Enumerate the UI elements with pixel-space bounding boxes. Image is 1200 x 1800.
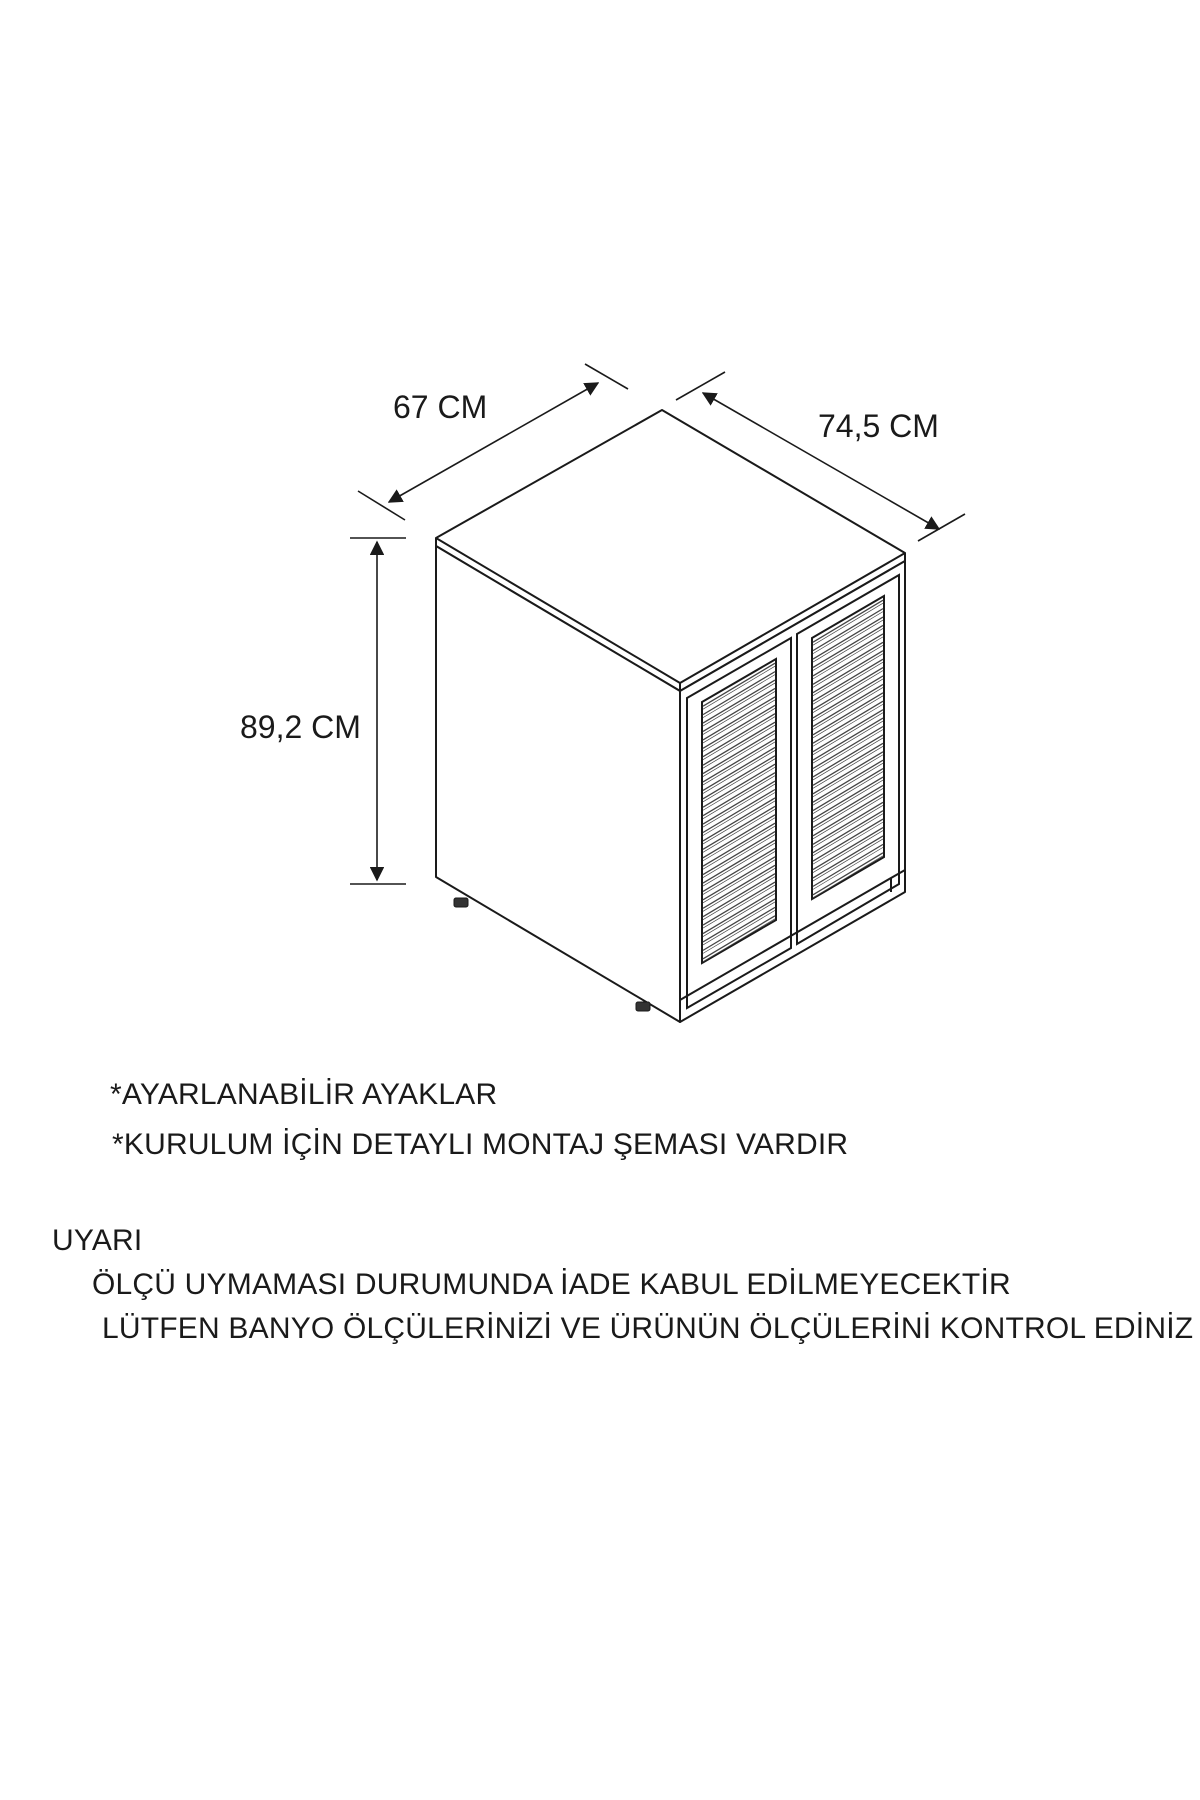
height-label: 89,2 CM: [240, 709, 361, 745]
depth-label: 67 CM: [393, 389, 488, 425]
warning-title: UYARI: [52, 1224, 143, 1257]
foot-left: [454, 898, 468, 907]
warning-line-check: LÜTFEN BANYO ÖLÇÜLERİNİZİ VE ÜRÜNÜN ÖLÇÜLERİNİ KONTROL EDİNİZ: [102, 1312, 1194, 1345]
foot-front: [636, 1002, 650, 1011]
width-label: 74,5 CM: [818, 408, 939, 444]
assembly-scheme-note: *KURULUM İÇİN DETAYLI MONTAJ ŞEMASI VARDIR: [112, 1128, 849, 1161]
cabinet: [436, 410, 905, 1022]
adjustable-feet-note: *AYARLANABİLİR AYAKLAR: [110, 1078, 498, 1111]
warning-line-return: ÖLÇÜ UYMAMASI DURUMUNDA İADE KABUL EDİLMEYECEKTİR: [92, 1268, 1011, 1301]
